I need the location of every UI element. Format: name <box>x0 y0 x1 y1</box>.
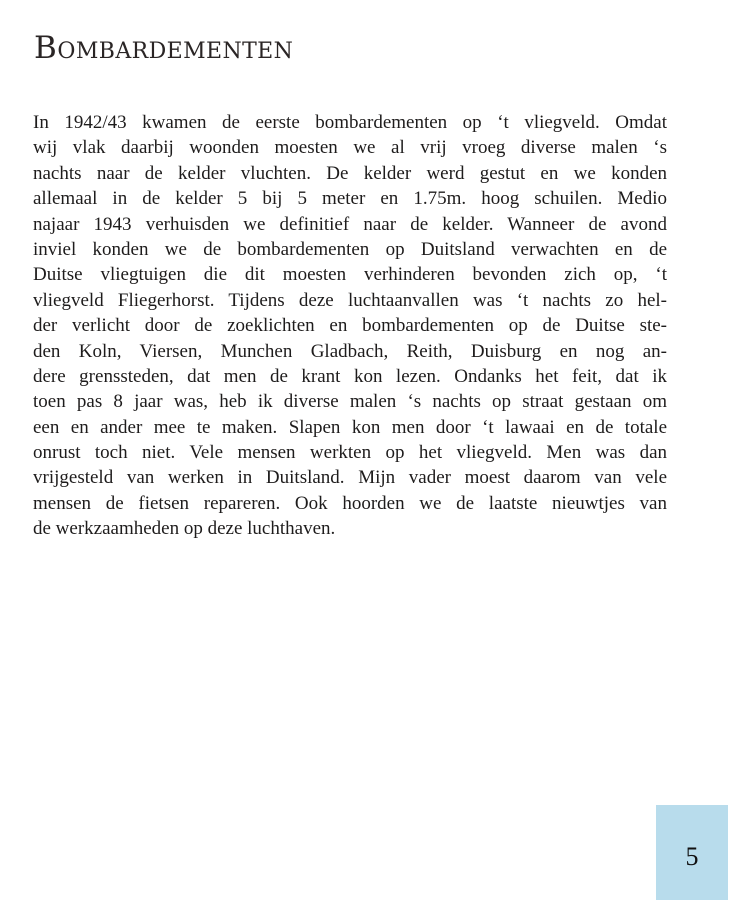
paragraph-line: toen pas 8 jaar was, heb ik diverse malen ‘s nachts op straat gestaan om <box>33 391 667 413</box>
title-first-letter: B <box>34 30 58 66</box>
paragraph-line: een en ander mee te maken. Slapen kon men door ‘t lawaai en de totale <box>33 416 667 438</box>
paragraph-line: de werkzaamheden op deze luchthaven. <box>33 518 336 540</box>
title-rest: OMBARDEMENTEN <box>57 39 294 64</box>
paragraph-line: onrust toch niet. Vele mensen werkten op het vliegveld. Men was dan <box>33 442 667 464</box>
paragraph-line: vliegveld Fliegerhorst. Tijdens deze luchtaanvallen was ‘t nachts zo hel- <box>33 289 667 311</box>
paragraph-line: najaar 1943 verhuisden we definitief naar de kelder. Wanneer de avond <box>33 213 667 235</box>
paragraph-line: wij vlak daarbij woonden moesten we al vrij vroeg diverse malen ‘s <box>33 137 667 159</box>
paragraph-line: In 1942/43 kwamen de eerste bombardementen op ‘t vliegveld. Omdat <box>33 112 667 133</box>
page-number-box <box>656 805 728 900</box>
paragraph-line: der verlicht door de zoeklichten en bombardementen op de Duitse ste- <box>33 315 667 337</box>
paragraph-line: den Koln, Viersen, Munchen Gladbach, Reith, Duisburg en nog an- <box>33 340 667 362</box>
paragraph-line: allemaal in de kelder 5 bij 5 meter en 1.75m. hoog schuilen. Medio <box>33 188 667 210</box>
paragraph-line: Duitse vliegtuigen die dit moesten verhinderen bevonden zich op, ‘t <box>33 264 667 286</box>
paragraph-line: nachts naar de kelder vluchten. De kelder werd gestut en we konden <box>33 162 667 184</box>
paragraph-line: dere grenssteden, dat men de krant kon lezen. Ondanks het feit, dat ik <box>33 365 667 387</box>
paragraph-line: mensen de fietsen repareren. Ook hoorden we de laatste nieuwtjes van <box>33 492 667 514</box>
body-paragraph <box>33 110 667 542</box>
page-number: 5 <box>685 841 699 871</box>
paragraph-line: inviel konden we de bombardementen op Duitsland verwachten en de <box>33 238 667 260</box>
page-title <box>34 30 293 66</box>
paragraph-line: vrijgesteld van werken in Duitsland. Mijn vader moest daarom van vele <box>33 467 667 489</box>
